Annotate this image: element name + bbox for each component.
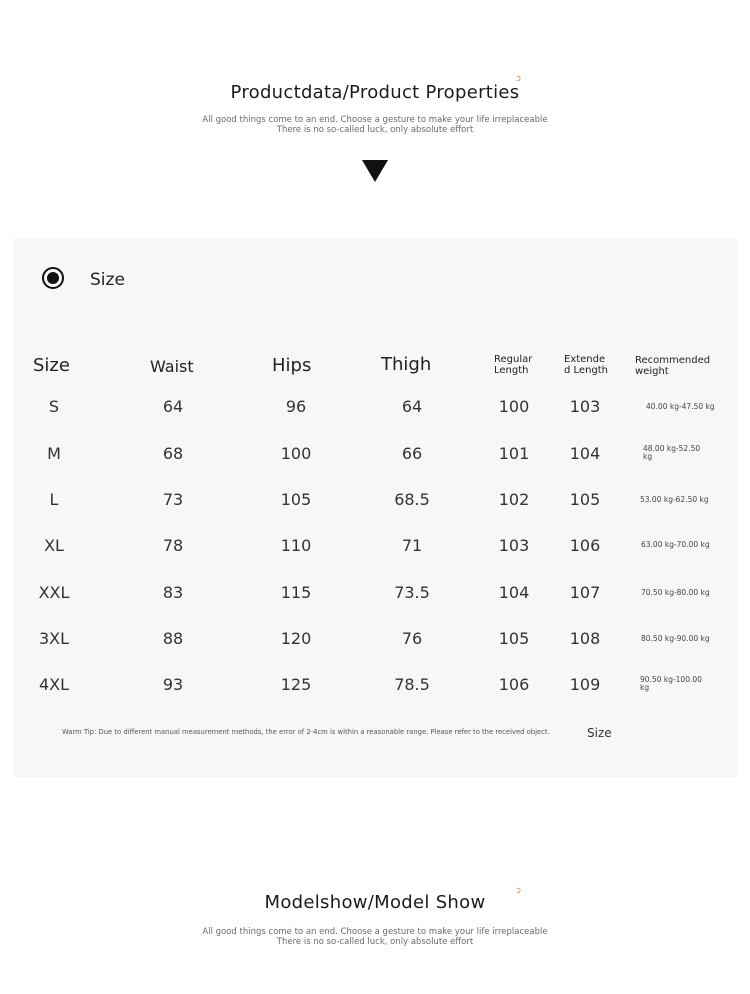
header-recommended-weight: Recommended weight [635, 355, 711, 377]
cell-regular: 103 [498, 536, 530, 555]
cell-extended: 105 [569, 490, 601, 509]
cell-hips: 125 [280, 675, 312, 694]
cell-weight: 80.50 kg-90.00 kg [641, 634, 710, 643]
cell-thigh: 68.5 [394, 490, 430, 509]
model-subtitle-line2: There is no so-called luck, only absolute effort [276, 937, 474, 947]
cell-waist: 64 [162, 397, 184, 416]
cell-hips: 105 [280, 490, 312, 509]
cell-size: XL [44, 536, 64, 555]
cell-weight: 90.50 kg-100.00 kg [640, 675, 702, 692]
product-subtitle-line1: All good things come to an end. Choose a gesture to make your life irreplaceable [202, 115, 548, 125]
cell-weight: 53.00 kg-62.50 kg [640, 495, 709, 504]
cell-extended: 109 [569, 675, 601, 694]
model-show-title: Modelshow/Model Show [264, 892, 486, 913]
product-subtitle-line2: There is no so-called luck, only absolute effort [276, 125, 474, 135]
product-properties-title: Productdata/Product Properties [230, 82, 520, 103]
cell-size: XXL [38, 583, 70, 602]
cell-thigh: 66 [401, 444, 423, 463]
header-hips: Hips [272, 355, 312, 376]
cell-weight: 63.00 kg-70.00 kg [641, 540, 710, 549]
table-row [0, 583, 750, 607]
ornament-icon: ɔ [516, 74, 521, 84]
cell-extended: 106 [569, 536, 601, 555]
cell-thigh: 78.5 [394, 675, 430, 694]
cell-size: 4XL [38, 675, 70, 694]
cell-regular: 101 [498, 444, 530, 463]
cell-extended: 107 [569, 583, 601, 602]
cell-waist: 93 [162, 675, 184, 694]
cell-waist: 83 [162, 583, 184, 602]
header-size: Size [33, 355, 70, 376]
header-thigh: Thigh [381, 354, 432, 375]
cell-waist: 78 [162, 536, 184, 555]
header-extended-length: Extende d Length [564, 354, 609, 376]
table-row [0, 675, 750, 699]
ornament-icon: ɔ [516, 886, 521, 896]
table-row [0, 490, 750, 514]
cell-thigh: 76 [401, 629, 423, 648]
cell-weight: 48.00 kg-52.50 kg [643, 444, 701, 461]
cell-size: L [49, 490, 59, 509]
cell-hips: 100 [280, 444, 312, 463]
down-triangle-icon [362, 160, 388, 182]
header-waist: Waist [150, 357, 194, 376]
cell-thigh: 71 [401, 536, 423, 555]
cell-thigh: 73.5 [394, 583, 430, 602]
cell-hips: 96 [285, 397, 307, 416]
cell-size: M [47, 444, 61, 463]
cell-regular: 100 [498, 397, 530, 416]
table-row [0, 536, 750, 560]
cell-regular: 106 [498, 675, 530, 694]
radio-bullet-icon [42, 267, 64, 289]
cell-extended: 104 [569, 444, 601, 463]
table-row [0, 397, 750, 421]
cell-size: S [48, 397, 60, 416]
cell-thigh: 64 [401, 397, 423, 416]
tip-size-label: Size [587, 726, 612, 740]
cell-waist: 88 [162, 629, 184, 648]
header-regular-length: Regular Length [494, 354, 533, 376]
cell-extended: 108 [569, 629, 601, 648]
cell-weight: 40.00 kg-47.50 kg [646, 402, 715, 411]
cell-hips: 120 [280, 629, 312, 648]
cell-regular: 104 [498, 583, 530, 602]
panel-size-label: Size [90, 270, 125, 290]
cell-regular: 105 [498, 629, 530, 648]
cell-regular: 102 [498, 490, 530, 509]
warm-tip: Warm Tip: Due to different manual measurement methods, the error of 2-4cm is within a reasonable range. Please refer to the received object. [62, 728, 550, 736]
cell-extended: 103 [569, 397, 601, 416]
table-row [0, 629, 750, 653]
model-subtitle-line1: All good things come to an end. Choose a gesture to make your life irreplaceable [202, 927, 548, 937]
cell-waist: 68 [162, 444, 184, 463]
cell-hips: 110 [280, 536, 312, 555]
cell-waist: 73 [162, 490, 184, 509]
cell-hips: 115 [280, 583, 312, 602]
cell-size: 3XL [38, 629, 70, 648]
table-row [0, 444, 750, 468]
cell-weight: 70.50 kg-80.00 kg [641, 588, 710, 597]
